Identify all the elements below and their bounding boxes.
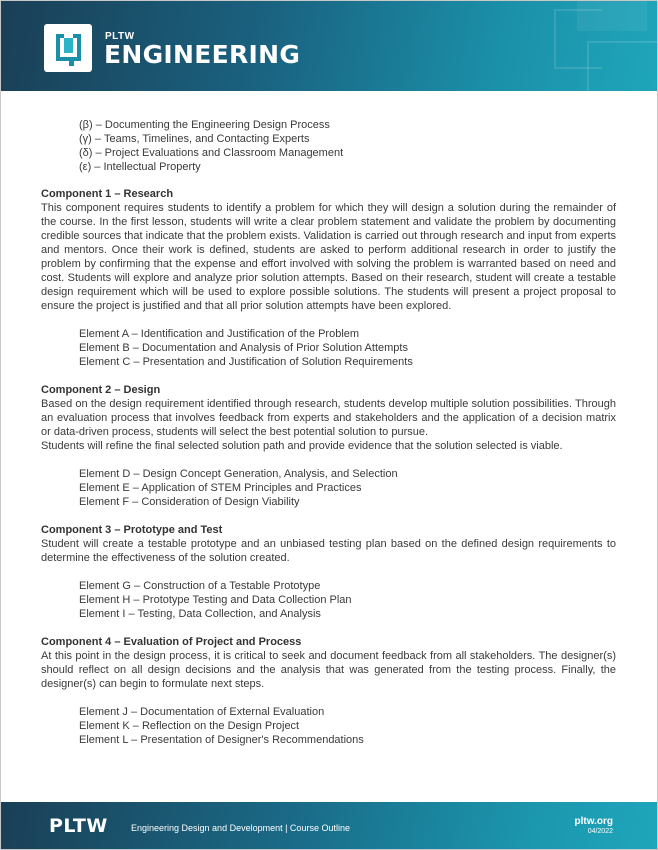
list-item: Element H – Prototype Testing and Data Collection Plan [79,594,352,606]
list-item: (ε) – Intellectual Property [79,161,201,173]
component-paragraph: This component requires students to identify a problem for which they will design a solution during the remainder of the course. In the first lesson, students will write a clear problem statement and validate the problem by documenting credible sources that indicate that the problem exists. Validation is carried out through research and input from experts and mentors. Once their work is defined, students are asked to perform additional research in order to justify the problem by confirming that the expense and effort involved with solving the problem is warranted based on need and cost. Students will explore and analyze prior solution attempts. Based on their research, student will create a testable design requirement which will be used to explore possible solutions. The students will present a project proposal to ensure the project is justified and that all prior solution attempts have been explored. [41,202,616,312]
list-item: Element A – Identification and Justification of the Problem [79,328,360,340]
element-list [41,579,616,621]
list-item: Element E – Application of STEM Principles and Practices [79,482,362,494]
component-section [41,635,616,747]
component-section [41,187,616,369]
pltw-bracket-icon [44,24,92,72]
element-list [41,327,616,369]
footer-date: 04/2022 [587,828,613,835]
list-item: Element B – Documentation and Analysis of Prior Solution Attempts [79,342,408,354]
brand-pltw-label: PLTW [105,31,135,42]
page-footer [1,802,657,849]
element-list [41,705,616,747]
component-heading: Component 3 – Prototype and Test [41,524,223,536]
component-paragraph: At this point in the design process, it is critical to seek and document feedback from all stakeholders. The designer(s) should reflect on all design decisions and the analysis that was generated from the testing process. Finally, the designer(s) can begin to formulate next steps. [41,650,616,690]
component-heading: Component 4 – Evaluation of Project and Process [41,636,302,648]
footer-url-link[interactable]: pltw.org [574,816,613,827]
component-heading: Component 2 – Design [41,384,161,396]
list-item: Element L – Presentation of Designer's Recommendations [79,734,364,746]
intro-list [41,118,616,174]
footer-pltw-logo: PLTW [49,815,108,837]
list-item: Element C – Presentation and Justification of Solution Requirements [79,356,413,368]
component-section [41,383,616,509]
list-item: Element D – Design Concept Generation, Analysis, and Selection [79,468,398,480]
header-decoration [587,41,657,91]
list-item: Element G – Construction of a Testable Prototype [79,580,321,592]
brand-engineering-title: ENGINEERING [104,40,301,69]
list-item: Element K – Reflection on the Design Project [79,720,300,732]
component-paragraph: Student will create a testable prototype and an unbiased testing plan based on the defined design requirements to determine the effectiveness of the solution created. [41,538,616,564]
list-item: Element I – Testing, Data Collection, and Analysis [79,608,321,620]
page-header [1,1,657,91]
component-paragraph: Based on the design requirement identified through research, students develop multiple solution possibilities. Through an evaluation process that involves feedback from experts and stakeholders and the application of a decision matrix or data-driven process, students will select the best potential solution to pursue. [41,398,616,438]
list-item: (β) – Documenting the Engineering Design Process [79,119,330,131]
list-item: Element J – Documentation of External Evaluation [79,706,325,718]
element-list [41,467,616,509]
list-item: (γ) – Teams, Timelines, and Contacting Experts [79,133,310,145]
component-section [41,523,616,621]
component-paragraph: Students will refine the final selected solution path and provide evidence that the solution selected is viable. [41,440,563,452]
component-heading: Component 1 – Research [41,188,174,200]
list-item: (δ) – Project Evaluations and Classroom Management [79,147,344,159]
document-body [41,118,616,747]
list-item: Element F – Consideration of Design Viability [79,496,300,508]
footer-course-title: Engineering Design and Development | Course Outline [131,823,350,833]
